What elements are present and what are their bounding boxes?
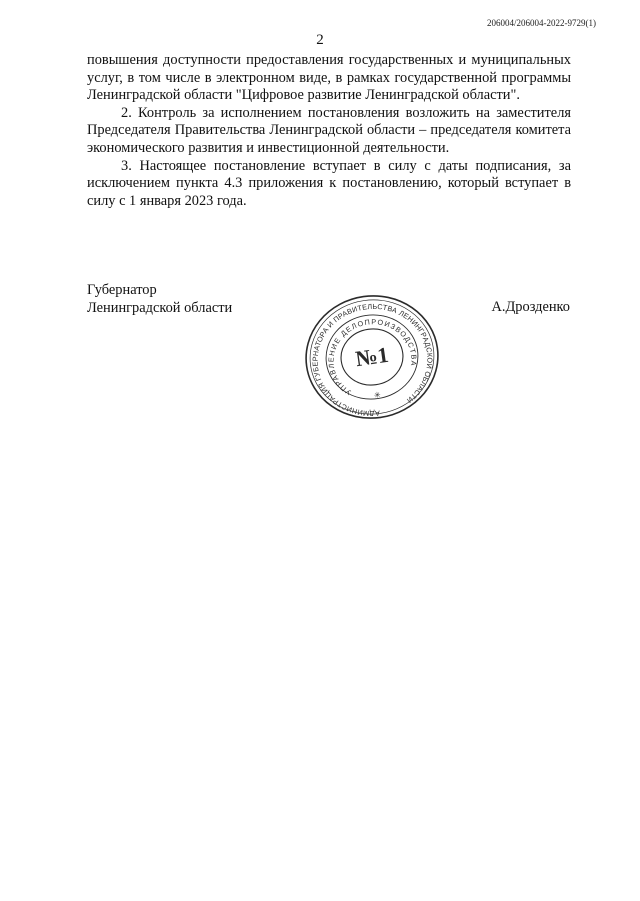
seal-center-number: №1	[353, 341, 391, 372]
signatory-title-line-1: Губернатор	[87, 282, 157, 298]
signatory-title-line-2: Ленинградской области	[87, 299, 233, 316]
seal-outer-text: АДМИНИСТРАЦИЯ ГУБЕРНАТОРА И ПРАВИТЕЛЬСТВА ЛЕНИНГРАДСКОЙ ОБЛАСТИ	[310, 301, 435, 419]
seal-inner-text: УПРАВЛЕНИЕ ДЕЛОПРОИЗВОДСТВА	[326, 317, 419, 398]
paragraph-3: 3. Настоящее постановление вступает в силу с даты подписания, за исключением пункта 4.3 приложения к постановлению, который вступает в силу с 1 января 2023 года.	[87, 157, 571, 209]
seal-star-icon: ✳	[373, 390, 382, 401]
paragraph-continuation: повышения доступности предоставления государственных и муниципальных услуг, в том числе в электронном виде, в рамках государственной программы Ленинградской области "Цифровое развитие Ленинградской области".	[87, 52, 571, 104]
paragraph-2: 2. Контроль за исполнением постановления возложить на заместителя Председателя Правительства Ленинградской области – председателя комитета экономического развития и инвестиционной деятельности.	[87, 104, 571, 156]
document-id: 206004/206004-2022-9729(1)	[487, 18, 596, 28]
document-body	[87, 52, 571, 210]
page-number: 2	[316, 32, 324, 48]
signatory-title	[87, 282, 232, 317]
official-seal	[302, 292, 442, 422]
signatory-name: А.Дрозденко	[491, 299, 570, 315]
